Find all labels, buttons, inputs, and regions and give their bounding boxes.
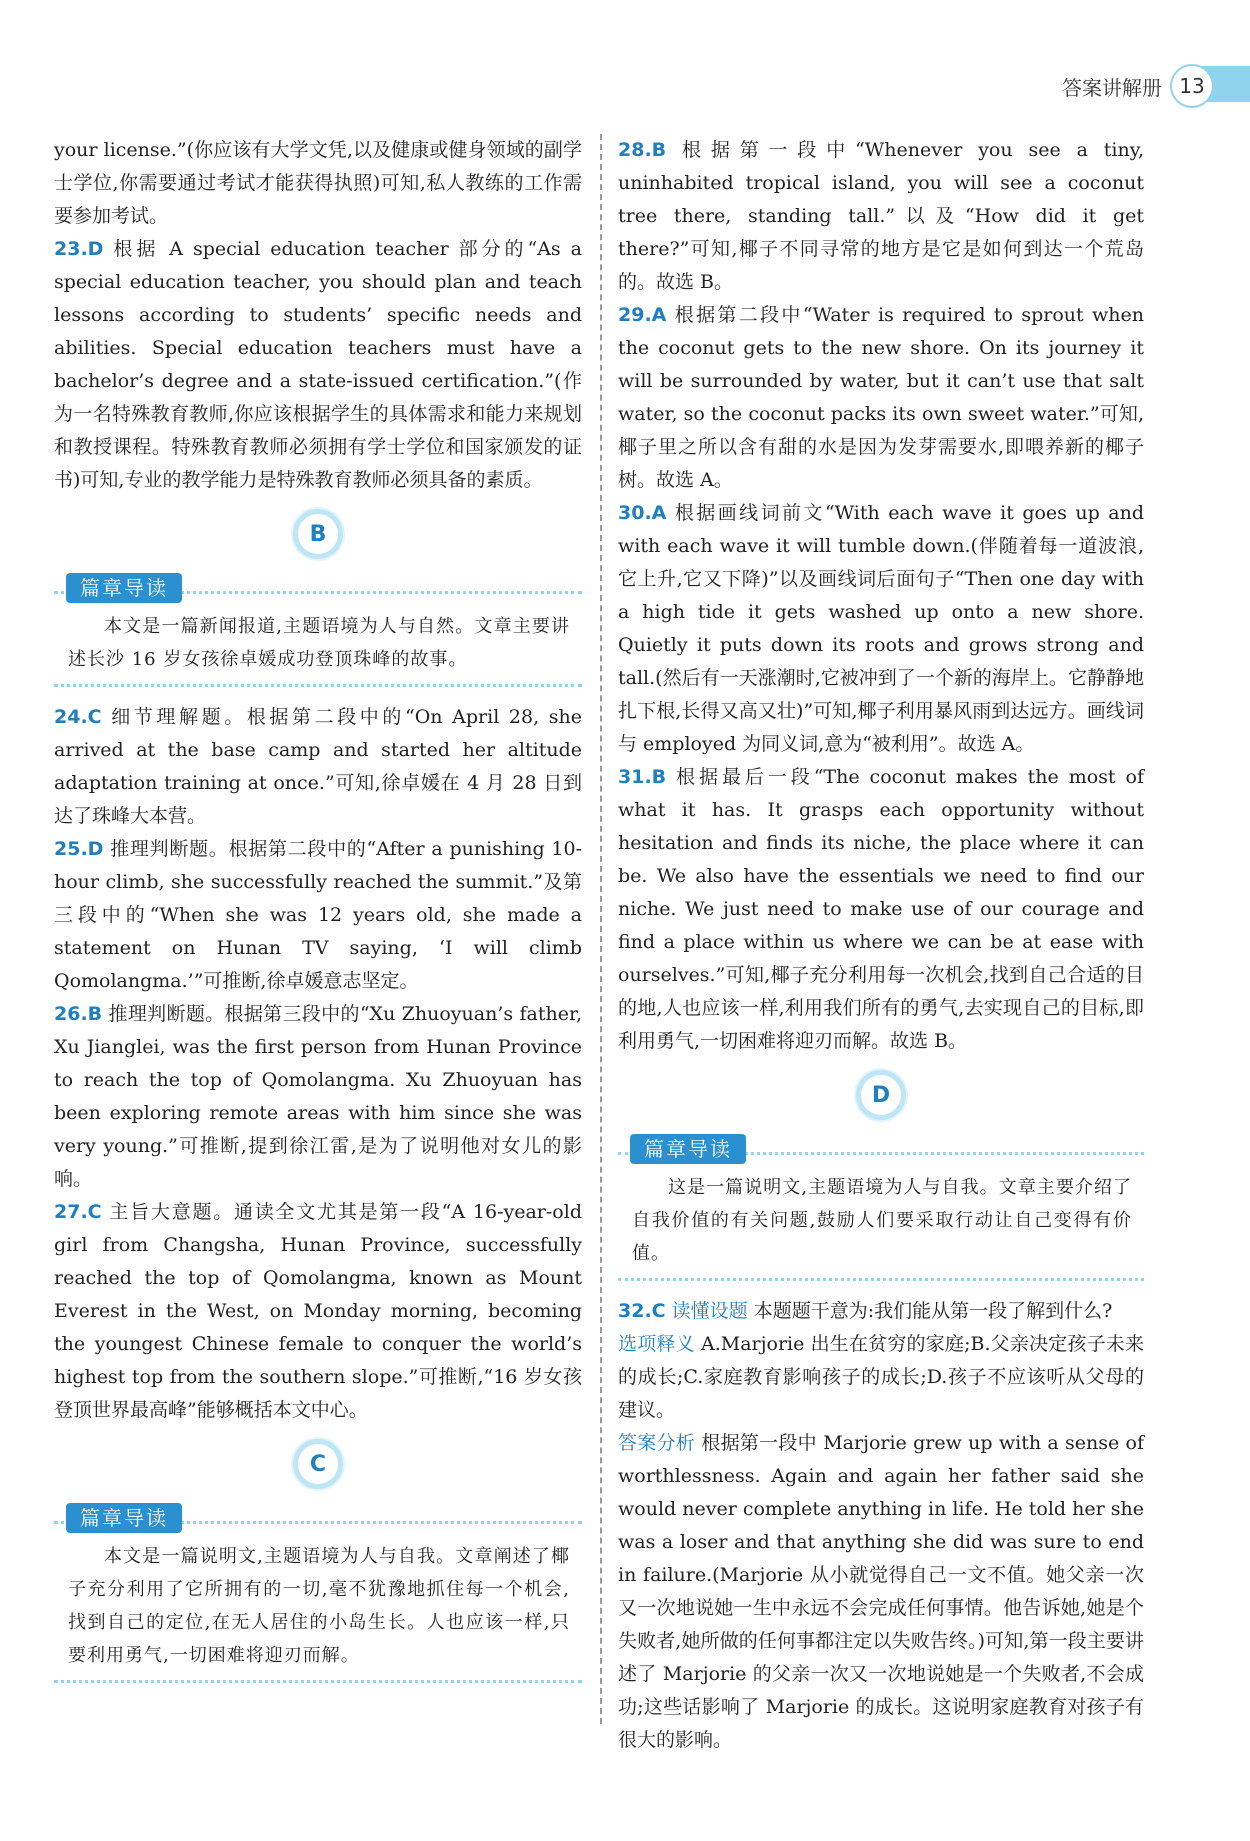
answer-31-number: 31.B [618, 766, 667, 788]
answer-32-analysis-text: 根据第一段中 Marjorie grew up with a sense of worthlessness. Again and again her father said she would never complete anything in life. He told her she was a loser and that anything she did was sure to end in failure.(Marjorie 从小就觉得自己一文不值。她父亲一次又一次地说她一生中永远不会完成任何事情。他告诉她,她是个失败者,她所做的任何事都注定以失败告终。)可知,第一段主要讲述了 Marjorie 的父亲一次又一次地说她是一个失败者,不会成功;这些话影响了 Marjorie 的成长。这说明家庭教育对孩子有很大的影响。 [618, 1432, 1144, 1751]
guide-text: 本文是一篇新闻报道,主题语境为人与自然。文章主要讲述长沙 16 岁女孩徐卓媛成功登顶珠峰的故事。 [54, 591, 582, 687]
answer-25-number: 25.D [54, 838, 104, 860]
answer-32-options-text: A.Marjorie 出生在贫穷的家庭;B.父亲决定孩子未来的成长;C.家庭教育影响孩子的成长;D.孩子不应该听从父母的建议。 [618, 1333, 1144, 1421]
answer-32-question: 本题题干意为:我们能从第一段了解到什么? [747, 1300, 1113, 1322]
left-column [54, 134, 582, 1697]
tag-answer-analysis: 答案分析 [618, 1432, 696, 1454]
section-b-guide [54, 573, 582, 687]
answer-27 [54, 1196, 582, 1427]
answer-26 [54, 998, 582, 1196]
guide-label: 篇章导读 [66, 1503, 182, 1533]
answer-23-number: 23.D [54, 238, 104, 260]
answer-31-text: 根据最后一段“The coconut makes the most of what it has. It grasps each opportunity without hesitation and finds its niche, the place where it can be. We also have the essentials we need to find our niche. We just need to make use of our courage and find a place within us where we can be at ease with ourselves.”可知,椰子充分利用每一次机会,找到自己合适的目的地,人也应该一样,利用我们所有的勇气,去实现自己的目标,即利用勇气,一切困难将迎刃而解。故选 B。 [618, 766, 1144, 1052]
guide-text: 本文是一篇说明文,主题语境为人与自我。文章阐述了椰子充分利用了它所拥有的一切,毫不犹豫地抓住每一个机会,找到自己的定位,在无人居住的小岛生长。人也应该一样,只要利用勇气,一切困难将迎刃而解。 [54, 1521, 582, 1683]
guide-label: 篇章导读 [66, 573, 182, 603]
answer-26-number: 26.B [54, 1003, 103, 1025]
section-d-badge: D [856, 1070, 906, 1120]
answer-23-text: 根据 A special education teacher 部分的“As a special education teacher, you should plan and teach lessons according to students’ specific needs and abilities. Special education teachers must have a bachelor’s degree and a state-issued certification.”(作为一名特殊教育教师,你应该根据学生的具体需求和能力来规划和教授课程。特殊教育教师必须拥有学士学位和国家颁发的证书)可知,专业的教学能力是特殊教育教师必须具备的素质。 [54, 238, 582, 491]
answer-28-text: 根据第一段中“Whenever you see a tiny, uninhabited tropical island, you will see a coconut tree there, standing tall.”以及“How did it get there?”可知,椰子不同寻常的地方是它是如何到达一个荒岛的。故选 B。 [618, 139, 1144, 293]
guide-label: 篇章导读 [630, 1134, 746, 1164]
tag-read-question: 读懂设题 [665, 1300, 748, 1322]
answer-30 [618, 497, 1144, 761]
answer-29-number: 29.A [618, 304, 667, 326]
answer-30-text: 根据画线词前文“With each wave it goes up and with each wave it will tumble down.(伴随着每一道波浪,它上升,它又下降)”以及画线词后面句子“Then one day with a high tide it gets washed up onto a new shore. Quietly it puts down its roots and grows strong and tall.(然后有一天涨潮时,它被冲到了一个新的海岸上。它静静地扎下根,长得又高又壮)”可知,椰子利用暴风雨到达远方。画线词与 employed 为同义词,意为“被利用”。故选 A。 [618, 502, 1144, 755]
page-number: 13 [1170, 64, 1214, 108]
guide-text: 这是一篇说明文,主题语境为人与自我。文章主要介绍了自我价值的有关问题,鼓励人们要采取行动让自己变得有价值。 [618, 1152, 1144, 1281]
column-divider [600, 134, 602, 1724]
answer-24-number: 24.C [54, 706, 102, 728]
answer-24 [54, 701, 582, 833]
section-c-guide [54, 1503, 582, 1683]
answer-29-text: 根据第二段中“Water is required to sprout when the coconut gets to the new shore. On its journey it will be surrounded by water, but it can’t use that salt water, so the coconut packs its own sweet water.”可知,椰子里之所以含有甜的水是因为发芽需要水,即喂养新的椰子树。故选 A。 [618, 304, 1144, 491]
answer-32-options [618, 1328, 1144, 1427]
answer-27-number: 27.C [54, 1201, 102, 1223]
section-b-badge: B [293, 509, 343, 559]
book-section-title: 答案讲解册 [1062, 76, 1162, 100]
answer-31 [618, 761, 1144, 1058]
answer-26-text: 推理判断题。根据第三段中的“Xu Zhuoyuan’s father, Xu Jianglei, was the first person from Hunan Province to reach the top of Qomolangma. Xu Zhuoyuan has been exploring remote areas with him since she was very young.”可推断,提到徐江雷,是为了说明他对女儿的影响。 [54, 1003, 582, 1190]
answer-30-number: 30.A [618, 502, 667, 524]
answer-27-text: 主旨大意题。通读全文尤其是第一段“A 16-year-old girl from Changsha, Hunan Province, successfully reached the top of Qomolangma, known as Mount Everest in the West, on Monday morning, becoming the youngest Chinese female to conquer the world’s highest top from the southern slope.”可推断,“16 岁女孩登顶世界最高峰”能够概括本文中心。 [54, 1201, 582, 1421]
right-column [618, 134, 1144, 1757]
answer-32 [618, 1295, 1144, 1328]
answer-25 [54, 833, 582, 998]
section-c-badge: C [293, 1439, 343, 1489]
answer-25-text: 推理判断题。根据第二段中的“After a punishing 10-hour climb, she successfully reached the summit.”及第三段中的“When she was 12 years old, she made a statement on Hunan TV saying, ‘I will climb Qomolangma.’”可推断,徐卓媛意志坚定。 [54, 838, 582, 992]
section-d-guide [618, 1134, 1144, 1281]
answer-22-continued: your license.”(你应该有大学文凭,以及健康或健身领域的副学士学位,你需要通过考试才能获得执照)可知,私人教练的工作需要参加考试。 [54, 139, 582, 227]
answer-32-number: 32.C [618, 1300, 666, 1322]
answer-24-text: 细节理解题。根据第二段中的“On April 28, she arrived at the base camp and started her altitude adaptation training at once.”可知,徐卓媛在 4 月 28 日到达了珠峰大本营。 [54, 706, 582, 827]
answer-29 [618, 299, 1144, 497]
answer-23 [54, 233, 582, 497]
answer-28 [618, 134, 1144, 299]
answer-32-analysis [618, 1427, 1144, 1757]
tag-option-explanation: 选项释义 [618, 1333, 695, 1355]
answer-28-number: 28.B [618, 139, 667, 161]
